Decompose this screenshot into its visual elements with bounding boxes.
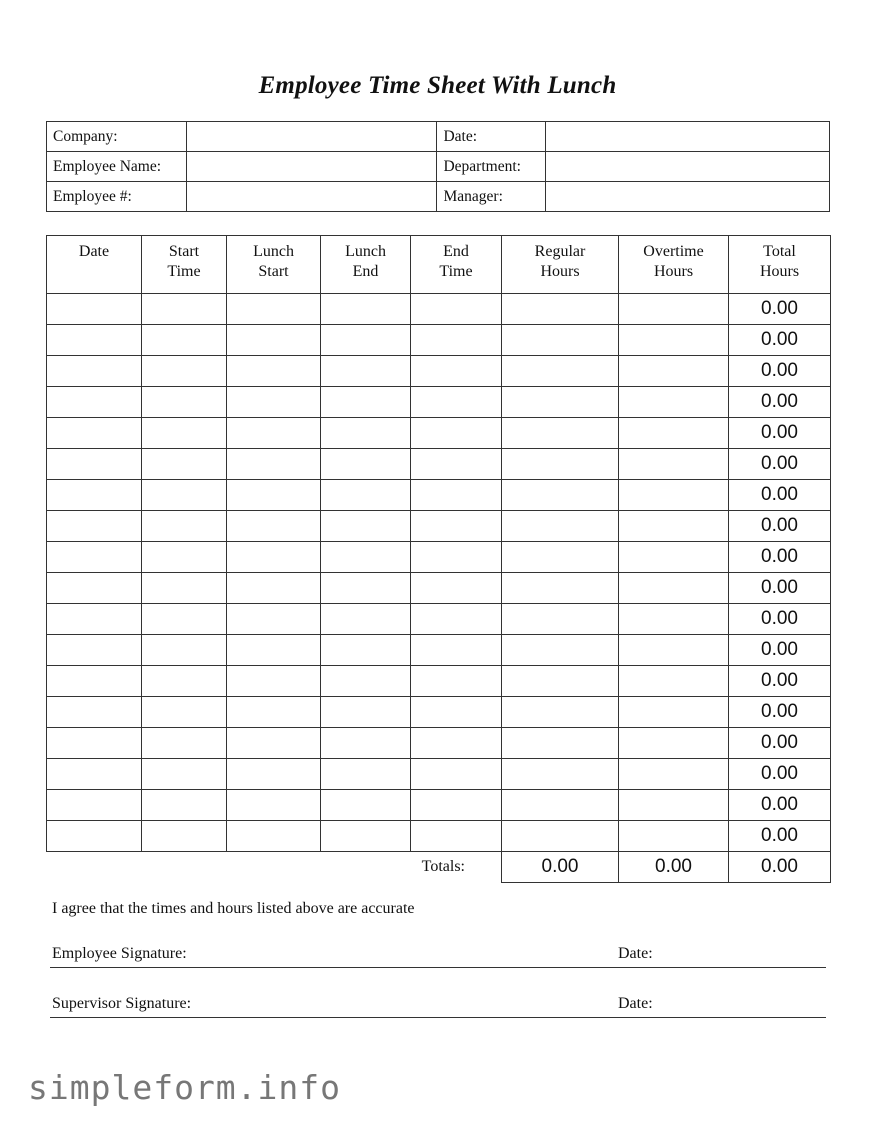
entry-cell[interactable] (227, 821, 321, 852)
row-total-hours: 0.00 (729, 356, 831, 387)
info-label: Employee Name: (47, 152, 187, 182)
entry-cell[interactable] (502, 511, 619, 542)
entry-cell[interactable] (142, 511, 227, 542)
column-header (142, 236, 227, 294)
entry-cell[interactable] (47, 480, 142, 511)
table-row (47, 294, 831, 325)
totals-row (47, 852, 831, 883)
entry-cell[interactable] (321, 449, 411, 480)
entry-cell[interactable] (142, 790, 227, 821)
entry-cell[interactable] (47, 511, 142, 542)
entry-cell[interactable] (227, 480, 321, 511)
column-header-line: Lunch (345, 243, 386, 260)
column-header (411, 236, 502, 294)
table-row (47, 480, 831, 511)
entry-cell[interactable] (321, 325, 411, 356)
entry-cell[interactable] (411, 356, 502, 387)
column-header-line: Hours (540, 263, 580, 280)
entry-cell[interactable] (502, 759, 619, 790)
column-header (729, 236, 831, 294)
entry-cell[interactable] (321, 604, 411, 635)
table-row (47, 542, 831, 573)
entry-cell[interactable] (227, 697, 321, 728)
entry-cell[interactable] (142, 666, 227, 697)
table-row (47, 356, 831, 387)
info-field[interactable] (186, 122, 437, 152)
info-field[interactable] (546, 122, 830, 152)
info-row (47, 152, 830, 182)
entry-cell[interactable] (142, 449, 227, 480)
column-header-line: Total (763, 243, 796, 260)
column-header-line: Hours (759, 263, 800, 280)
entry-cell[interactable] (142, 480, 227, 511)
column-header-line: Regular (534, 243, 586, 260)
table-row (47, 387, 831, 418)
entry-cell[interactable] (227, 542, 321, 573)
entry-cell[interactable] (502, 325, 619, 356)
entry-cell[interactable] (411, 449, 502, 480)
column-header-line: End (352, 263, 379, 280)
entry-cell[interactable] (142, 542, 227, 573)
entry-cell[interactable] (619, 697, 729, 728)
table-row (47, 573, 831, 604)
entry-cell[interactable] (321, 387, 411, 418)
table-row (47, 697, 831, 728)
entry-cell[interactable] (47, 635, 142, 666)
supervisor-signature-label: Supervisor Signature: (52, 995, 192, 1012)
entry-cell[interactable] (619, 573, 729, 604)
column-header-line: Lunch (253, 243, 294, 260)
column-header (321, 236, 411, 294)
column-header-line: Overtime (643, 243, 704, 260)
entry-cell[interactable] (619, 759, 729, 790)
time-log-table (46, 235, 831, 883)
entry-cell[interactable] (411, 821, 502, 852)
column-header-line: Start (258, 263, 289, 280)
table-row (47, 418, 831, 449)
entry-cell[interactable] (142, 387, 227, 418)
entry-cell[interactable] (502, 294, 619, 325)
entry-cell[interactable] (142, 356, 227, 387)
entry-cell[interactable] (321, 790, 411, 821)
entry-cell[interactable] (619, 542, 729, 573)
entry-cell[interactable] (321, 294, 411, 325)
entry-cell[interactable] (47, 790, 142, 821)
table-row (47, 790, 831, 821)
column-header-line: Time (439, 263, 473, 280)
entry-cell[interactable] (142, 759, 227, 790)
table-row (47, 666, 831, 697)
entry-cell[interactable] (227, 449, 321, 480)
info-field[interactable] (186, 152, 437, 182)
supervisor-signature-date-label: Date: (618, 995, 653, 1012)
entry-cell[interactable] (619, 387, 729, 418)
entry-cell[interactable] (47, 294, 142, 325)
info-label: Department: (437, 152, 546, 182)
row-total-hours: 0.00 (729, 604, 831, 635)
column-header (227, 236, 321, 294)
entry-cell[interactable] (411, 418, 502, 449)
watermark: simpleform.info (28, 1068, 342, 1107)
entry-cell[interactable] (227, 418, 321, 449)
row-total-hours: 0.00 (729, 635, 831, 666)
entry-cell[interactable] (619, 449, 729, 480)
row-total-hours: 0.00 (729, 449, 831, 480)
entry-cell[interactable] (411, 697, 502, 728)
entry-cell[interactable] (142, 418, 227, 449)
total-overtime-hours: 0.00 (619, 852, 729, 883)
table-row (47, 449, 831, 480)
entry-cell[interactable] (142, 294, 227, 325)
info-label: Company: (47, 122, 187, 152)
table-row (47, 635, 831, 666)
page-title: Employee Time Sheet With Lunch (258, 72, 617, 99)
entry-cell[interactable] (47, 666, 142, 697)
info-field[interactable] (186, 182, 437, 212)
entry-cell[interactable] (619, 356, 729, 387)
info-field[interactable] (546, 182, 830, 212)
entry-cell[interactable] (411, 480, 502, 511)
row-total-hours: 0.00 (729, 821, 831, 852)
entry-cell[interactable] (47, 449, 142, 480)
employee-signature-label: Employee Signature: (52, 945, 187, 962)
entry-cell[interactable] (502, 542, 619, 573)
entry-cell[interactable] (321, 418, 411, 449)
row-total-hours: 0.00 (729, 728, 831, 759)
entry-cell[interactable] (227, 635, 321, 666)
entry-cell[interactable] (502, 635, 619, 666)
entry-cell[interactable] (502, 821, 619, 852)
entry-cell[interactable] (321, 635, 411, 666)
table-row (47, 604, 831, 635)
column-header-line: Start (168, 243, 200, 260)
total-hours: 0.00 (729, 852, 831, 883)
total-regular-hours: 0.00 (502, 852, 619, 883)
entry-cell[interactable] (321, 759, 411, 790)
entry-cell[interactable] (502, 356, 619, 387)
column-header-line: Time (167, 263, 201, 280)
entry-cell[interactable] (321, 821, 411, 852)
entry-cell[interactable] (502, 790, 619, 821)
entry-cell[interactable] (47, 418, 142, 449)
table-row (47, 821, 831, 852)
entry-cell[interactable] (321, 542, 411, 573)
row-total-hours: 0.00 (729, 325, 831, 356)
row-total-hours: 0.00 (729, 511, 831, 542)
entry-cell[interactable] (227, 325, 321, 356)
entry-cell[interactable] (47, 573, 142, 604)
entry-cell[interactable] (411, 294, 502, 325)
info-field[interactable] (546, 152, 830, 182)
entry-cell[interactable] (142, 604, 227, 635)
table-row (47, 728, 831, 759)
row-total-hours: 0.00 (729, 480, 831, 511)
entry-cell[interactable] (619, 604, 729, 635)
entry-cell[interactable] (619, 418, 729, 449)
entry-cell[interactable] (227, 387, 321, 418)
row-total-hours: 0.00 (729, 666, 831, 697)
entry-cell[interactable] (619, 821, 729, 852)
info-row (47, 122, 830, 152)
entry-cell[interactable] (227, 790, 321, 821)
entry-cell[interactable] (502, 728, 619, 759)
row-total-hours: 0.00 (729, 418, 831, 449)
entry-cell[interactable] (411, 728, 502, 759)
entry-cell[interactable] (227, 573, 321, 604)
entry-cell[interactable] (227, 294, 321, 325)
entry-cell[interactable] (411, 790, 502, 821)
entry-cell[interactable] (47, 821, 142, 852)
entry-cell[interactable] (502, 604, 619, 635)
entry-cell[interactable] (47, 387, 142, 418)
info-label: Date: (437, 122, 546, 152)
table-row (47, 511, 831, 542)
entry-cell[interactable] (47, 325, 142, 356)
column-header-line: Date (78, 243, 110, 260)
time-log-header-row (47, 236, 831, 294)
entry-cell[interactable] (619, 728, 729, 759)
entry-cell[interactable] (502, 480, 619, 511)
entry-cell[interactable] (411, 666, 502, 697)
supervisor-signature-line[interactable] (50, 995, 826, 1018)
row-total-hours: 0.00 (729, 790, 831, 821)
table-row (47, 325, 831, 356)
entry-cell[interactable] (502, 666, 619, 697)
entry-cell[interactable] (411, 511, 502, 542)
entry-cell[interactable] (47, 542, 142, 573)
entry-cell[interactable] (321, 728, 411, 759)
entry-cell[interactable] (47, 759, 142, 790)
entry-cell[interactable] (227, 728, 321, 759)
column-header-line: End (443, 243, 469, 260)
entry-cell[interactable] (619, 294, 729, 325)
entry-cell[interactable] (411, 542, 502, 573)
entry-cell[interactable] (502, 418, 619, 449)
entry-cell[interactable] (227, 604, 321, 635)
entry-cell[interactable] (619, 635, 729, 666)
entry-cell[interactable] (227, 511, 321, 542)
entry-cell[interactable] (411, 759, 502, 790)
info-label: Employee #: (47, 182, 187, 212)
entry-cell[interactable] (321, 697, 411, 728)
entry-cell[interactable] (619, 790, 729, 821)
entry-cell[interactable] (142, 821, 227, 852)
entry-cell[interactable] (411, 604, 502, 635)
entry-cell[interactable] (619, 480, 729, 511)
info-row (47, 182, 830, 212)
table-row (47, 759, 831, 790)
entry-cell[interactable] (321, 356, 411, 387)
totals-label: Totals: (421, 858, 465, 876)
entry-cell[interactable] (321, 480, 411, 511)
row-total-hours: 0.00 (729, 542, 831, 573)
entry-cell[interactable] (411, 387, 502, 418)
info-label: Manager: (437, 182, 546, 212)
entry-cell[interactable] (142, 325, 227, 356)
entry-cell[interactable] (619, 511, 729, 542)
entry-cell[interactable] (321, 573, 411, 604)
column-header-line: Hours (653, 263, 694, 280)
entry-cell[interactable] (411, 573, 502, 604)
entry-cell[interactable] (142, 635, 227, 666)
entry-cell[interactable] (502, 697, 619, 728)
entry-cell[interactable] (142, 573, 227, 604)
column-header (619, 236, 729, 294)
entry-cell[interactable] (321, 666, 411, 697)
entry-cell[interactable] (47, 356, 142, 387)
entry-cell[interactable] (619, 666, 729, 697)
entry-cell[interactable] (227, 759, 321, 790)
row-total-hours: 0.00 (729, 573, 831, 604)
entry-cell[interactable] (502, 449, 619, 480)
entry-cell[interactable] (502, 573, 619, 604)
employee-signature-date-label: Date: (618, 945, 653, 962)
entry-cell[interactable] (47, 728, 142, 759)
employee-signature-line[interactable] (50, 945, 826, 968)
column-header (502, 236, 619, 294)
employee-info-table (46, 121, 830, 212)
entry-cell[interactable] (411, 325, 502, 356)
entry-cell[interactable] (142, 697, 227, 728)
entry-cell[interactable] (321, 511, 411, 542)
entry-cell[interactable] (619, 325, 729, 356)
row-total-hours: 0.00 (729, 697, 831, 728)
row-total-hours: 0.00 (729, 387, 831, 418)
agreement-statement: I agree that the times and hours listed above are accurate (52, 900, 415, 917)
row-total-hours: 0.00 (729, 759, 831, 790)
entry-cell[interactable] (227, 356, 321, 387)
entry-cell[interactable] (47, 697, 142, 728)
entry-cell[interactable] (411, 635, 502, 666)
column-header (47, 236, 142, 294)
entry-cell[interactable] (502, 387, 619, 418)
entry-cell[interactable] (47, 604, 142, 635)
row-total-hours: 0.00 (729, 294, 831, 325)
entry-cell[interactable] (227, 666, 321, 697)
entry-cell[interactable] (142, 728, 227, 759)
